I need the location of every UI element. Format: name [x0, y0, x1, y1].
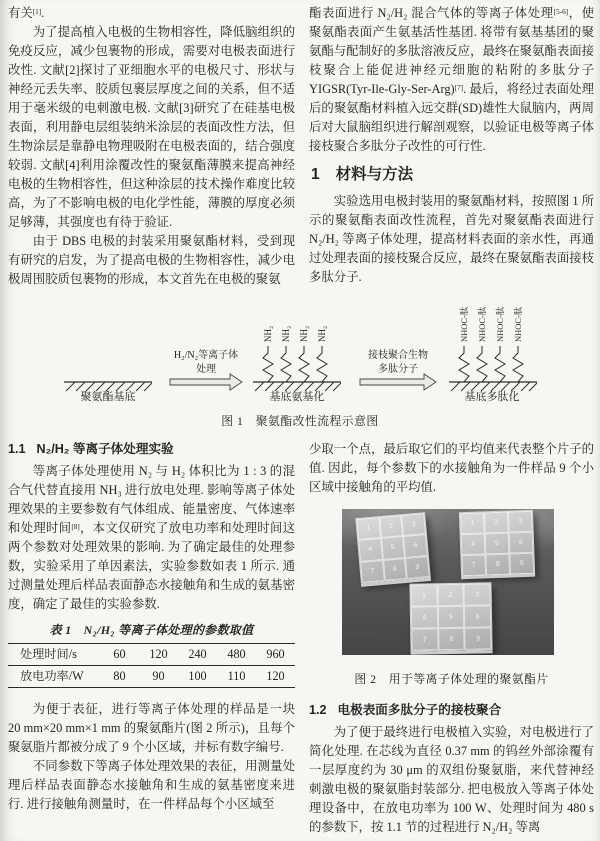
table-row — [8, 644, 295, 665]
section-number: 1 — [311, 166, 320, 183]
chip-cell-number: 9 — [405, 556, 429, 579]
table-cell: 960 — [266, 647, 285, 661]
arrow1-label-line2: 处理 — [196, 364, 216, 375]
nh2-label: NH₂ — [263, 325, 273, 342]
column-right-top — [309, 4, 594, 287]
chip-cell-number: 1 — [356, 517, 380, 540]
nh2-label: NH₂ — [317, 325, 327, 342]
chip-cell-number: 9 — [465, 627, 492, 649]
section-number: 1.2 — [309, 703, 327, 717]
chip-cell-number: 3 — [508, 511, 533, 533]
column-left-bottom — [8, 440, 295, 814]
table-cell: 120 — [149, 647, 168, 661]
paragraph-intro: 为了提高植入电极的生物相容性，降低脑组织的免疫反应，减少包裹物的形成，需要对电极表面进行改性. 文献[2]探讨了亚细胞水平的电极尺寸、形状与神经元丢失率、胶质包裹层厚度之间的关系，但不适用于毫米级的电刺激电极. 文献[3]研究了在硅基电极表面，利用静电层组装纳米涂层的表面改性方法，但生物涂层是靠静电物理吸附在电极表面的，结合强度较弱. 文献[4]利用涂覆改性的聚氨酯薄膜来提高神经电极的生物相容性，但这种涂层的技术操作难度比较高，为了不影响电极的电化学性能，薄膜的厚度必须足够薄，其强度也有待于验证. — [8, 25, 295, 229]
process-arrow-1 — [170, 374, 242, 390]
polyurethane-chip — [409, 582, 492, 651]
peptide-chain — [459, 346, 469, 382]
table-cell: 110 — [227, 669, 246, 683]
peptide-chain — [513, 346, 523, 382]
chip-cell-number: 2 — [437, 584, 464, 606]
paragraph-dbs: 由于 DBS 电极的封装采用聚氨酯材料，受到现有研究的启发，为了提高电极的生物相容性，减少电极周围胶质包裹物的形成，本文首先在电极的聚氨 — [8, 234, 295, 286]
peptide-chain — [495, 346, 505, 382]
table1-title: 表 1 N₂/H₂ 等离子体处理的参数取值 — [49, 623, 254, 637]
paragraph-electrode-graft: 为了便于最终进行电极植入实验，对电极进行了简化处理. 在芯线为直径 0.37 mm 的钨丝外部涂覆有一层厚度约为 30 μm 的双组份聚氨脂，来代替神经刺激电极的聚氨脂封装部分. 把电极放入等离子体处理设备中，在放电功率为 100 W、处理时间为 480 s 的参数下，按 1.1 节的过程进行 N₂/H₂ 等离 — [309, 725, 594, 834]
table-cell: 100 — [188, 669, 207, 683]
chip-cell-number: 4 — [461, 533, 486, 555]
substrate-ground-symbol — [64, 382, 152, 391]
paragraph-plasma-params: 等离子体处理使用 N₂ 与 H₂ 体积比为 1 : 3 的混合气代替直接用 NH₃ 进行放电处理. 影响等离子体处理效果的主要参数有气体组成、能量密度、气体速率和处理时间[8]，本文仅研究了放电功率和处理时间这两个参数对处理效果的影响. 为了确定最佳的处理参数，实验采用了单因素法，实验参数如表 1 所示. 通过测量处理后样品表面静态水接触角和生成的氨基密度，确定了最佳的实验参数. — [8, 464, 296, 611]
chip-cell-number: 6 — [464, 605, 491, 627]
figure1-caption: 图 1 聚氨酯改性流程示意图 — [221, 414, 379, 428]
chip-cell-number: 8 — [485, 554, 510, 576]
paragraph-ref-tail: 有关[1]. — [8, 6, 45, 20]
chip-cell-number: 5 — [381, 536, 405, 559]
nhoc-label: NHOC-肽 — [477, 306, 487, 342]
section-heading-1 — [311, 165, 594, 184]
paragraph-characterization: 不同参数下等离子体处理效果的表征，用测量处理后样品表面静态水接触角和生成的氨基密度来进行. 进行接触角测量时，在一件样品每个小区域至 — [8, 759, 295, 811]
nhoc-label: NHOC-肽 — [495, 306, 505, 342]
table-cell: 90 — [152, 669, 165, 683]
paragraph-plasma-intro: 酯表面进行 N₂/H₂ 混合气体的等离子体处理[5-6]，使聚氨酯表面产生氨基活性基团. 将带有氨基基团的聚氨酯与配制好的多肽溶液反应，最终在聚氨酯表面接枝聚合上能促进神经元细胞的粘附的多肽分子 YIGSR(Tyr-Ile-Gly-Ser-Arg)[7]. 最后，将经过表面处理后的聚氨酯材料植入远交群(SD)雄性大鼠脑内，两周后对大鼠脑组织进行解剖观察，以验证电极等离子体接枝聚合多肽分子改性的可行性. — [309, 6, 594, 153]
column-left-top — [8, 4, 295, 289]
table-cell: 240 — [188, 647, 207, 661]
table-row-label: 放电功率/W — [20, 669, 84, 683]
chip-cell-number: 7 — [461, 554, 486, 576]
section-heading-1-1 — [8, 440, 295, 459]
section-title: N₂/H₂ 等离子体处理实验 — [36, 442, 174, 456]
polyurethane-chip — [459, 510, 535, 577]
section-number: 1.1 — [8, 442, 26, 456]
nhoc-label: NHOC-肽 — [459, 306, 469, 342]
paragraph-materials: 实验选用电极封装用的聚氨酯材料，按照图 1 所示的聚氨酯表面改性流程，首先对聚氨酯表面进行 N₂/H₂ 等离子体处理，提高材料表面的亲水性，再通过处理表面的接枝聚合反应，最终在聚氨酯表面接枝多肽分子. — [309, 194, 594, 284]
amine-chain — [263, 346, 273, 382]
table-cell: 60 — [113, 647, 126, 661]
arrow2-label-line2: 多肽分子 — [378, 364, 418, 375]
section-heading-1-2 — [309, 701, 594, 720]
figure2-caption: 图 2 用于等离子体处理的聚氨酯片 — [354, 672, 549, 686]
chip-cell-number: 3 — [401, 513, 425, 536]
arrow2-label-line1: 接枝聚合生物 — [368, 350, 428, 361]
table-spacer — [8, 688, 295, 700]
chip-cell-number: 6 — [403, 534, 427, 557]
chip-cell-number: 7 — [360, 560, 384, 583]
table-cell: 480 — [227, 647, 246, 661]
reference-superscript: [1] — [32, 7, 42, 16]
chip-cell-number: 5 — [485, 533, 510, 555]
reference-superscript: [5-6] — [553, 7, 569, 16]
paragraph-sample-desc: 为便于表征，进行等离子体处理的样品是一块 20 mm×20 mm×1 mm 的聚氨酯片(图 2 所示)，且每个聚氨脂片都被分成了 9 个小区域，并标有数字编号. — [8, 702, 295, 754]
table-cell: 80 — [113, 669, 126, 683]
chip-cell-number: 6 — [509, 532, 534, 554]
polyurethane-chip — [355, 512, 430, 584]
chip-cell-number: 3 — [464, 583, 491, 605]
peptide-ground-symbol — [449, 382, 537, 391]
chip-cell-number: 7 — [411, 628, 438, 650]
reference-superscript: [8] — [71, 522, 80, 531]
chip-cell-number: 8 — [438, 628, 465, 650]
table-row — [8, 665, 295, 687]
paragraph-contact-angle: 少取一个点，最后取它们的平均值来代表整个片子的值. 因此，每个参数下的水接触角为一件样品 9 个小区域中接触角的平均值. — [309, 442, 594, 494]
table-cell: 120 — [266, 669, 285, 683]
process-arrow-2 — [360, 374, 436, 390]
nh2-label: NH₂ — [281, 325, 291, 342]
stage2-label: 基底氨基化 — [269, 391, 325, 403]
stage3-label: 基底多肽化 — [464, 391, 520, 403]
amine-chain — [299, 346, 309, 382]
chip-cell-number: 8 — [383, 558, 407, 581]
amine-chain — [281, 346, 291, 382]
reference-superscript: [7] — [454, 83, 464, 92]
nhoc-label: NHOC-肽 — [513, 306, 523, 342]
section-title: 电极表面多肽分子的接枝聚合 — [337, 703, 502, 717]
stage1-label: 聚氨酯基底 — [80, 391, 136, 403]
column-right-bottom — [309, 440, 594, 837]
chip-cell-number: 4 — [411, 606, 438, 628]
chip-cell-number: 5 — [437, 606, 464, 628]
table-row-label: 处理时间/s — [20, 647, 77, 661]
figure1-diagram — [0, 294, 600, 410]
aminated-ground-symbol — [253, 382, 341, 391]
chip-cell-number: 9 — [509, 553, 534, 575]
chip-cell-number: 4 — [358, 538, 382, 561]
amine-chain — [317, 346, 327, 382]
figure2-photo — [342, 509, 554, 655]
chip-cell-number: 1 — [460, 512, 485, 534]
nh2-label: NH₂ — [299, 325, 309, 342]
arrow1-label-line1: H₂/N₂等离子体 — [173, 350, 239, 361]
chip-cell-number: 2 — [484, 512, 509, 534]
chip-cell-number: 1 — [410, 584, 437, 606]
peptide-chain — [477, 346, 487, 382]
table1 — [8, 643, 295, 688]
section-title: 材料与方法 — [335, 166, 414, 183]
chip-cell-number: 2 — [379, 515, 403, 538]
